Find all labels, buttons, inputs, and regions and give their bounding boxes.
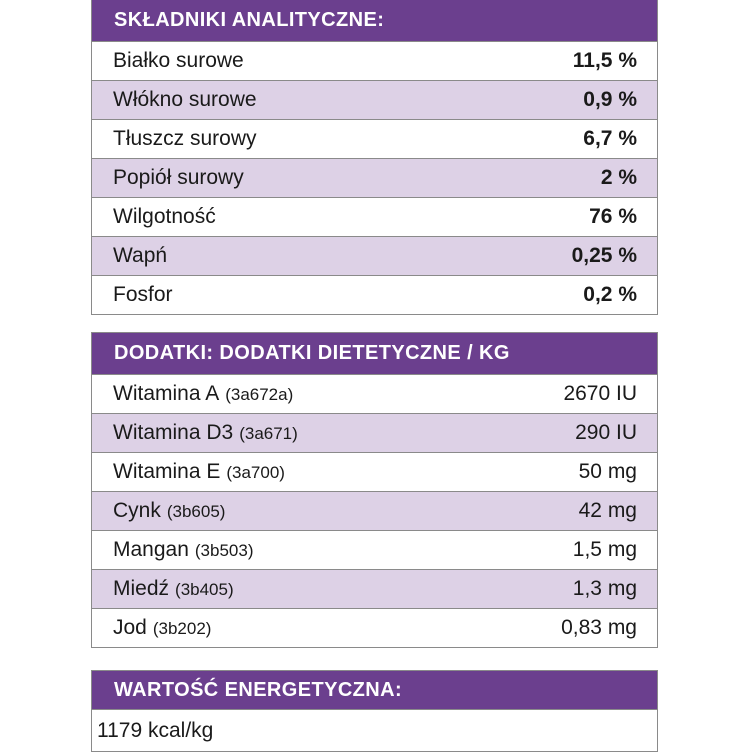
row-value: 11,5 %: [572, 49, 637, 72]
additive-code: (3a700): [226, 463, 285, 482]
row-label: Wapń: [113, 244, 168, 267]
energy-value-table: [91, 670, 658, 752]
additive-code: (3b405): [175, 580, 234, 599]
energy-header: WARTOŚĆ ENERGETYCZNA:: [92, 671, 657, 709]
table-row: [92, 80, 657, 119]
table-row: [92, 374, 657, 413]
row-value: 0,9 %: [583, 88, 637, 111]
row-value: 2670 IU: [563, 382, 637, 405]
row-value: 1,5 mg: [572, 538, 637, 561]
table-row: [92, 275, 657, 314]
row-label: Włókno surowe: [113, 88, 257, 111]
table-row: [92, 197, 657, 236]
row-value: 76 %: [589, 205, 637, 228]
table-row: [92, 491, 657, 530]
table-row: [92, 608, 657, 647]
row-value: 2 %: [600, 166, 637, 189]
row-label: [113, 421, 298, 445]
row-value: 0,2 %: [583, 283, 637, 306]
row-value: 0,83 mg: [561, 616, 637, 639]
additive-code: (3b202): [152, 619, 212, 638]
table-row: [92, 41, 657, 80]
energy-value: 1179 kcal/kg: [97, 718, 214, 742]
analytical-constituents-table: [91, 0, 658, 315]
additive-code: (3a672a): [225, 385, 294, 404]
row-label: [113, 538, 254, 562]
table-row: [92, 236, 657, 275]
row-label: Tłuszcz surowy: [113, 127, 257, 150]
row-label: [113, 577, 234, 601]
row-label: Fosfor: [113, 283, 173, 306]
row-value: 42 mg: [578, 499, 637, 522]
table-row: [92, 569, 657, 608]
row-value: 0,25 %: [571, 244, 637, 267]
row-label: Popiół surowy: [113, 166, 244, 189]
additive-name: Cynk: [113, 499, 161, 522]
row-label: Wilgotność: [113, 205, 216, 228]
table-row: [92, 413, 657, 452]
additive-code: (3b605): [166, 502, 226, 521]
additives-table: [91, 332, 658, 648]
additive-name: Witamina E: [113, 460, 221, 483]
additives-header: DODATKI: DODATKI DIETETYCZNE / KG: [92, 333, 657, 374]
table-row: [92, 119, 657, 158]
row-value: 290 IU: [575, 421, 637, 444]
additive-name: Jod: [113, 616, 147, 639]
additive-name: Mangan: [113, 538, 189, 561]
additive-code: (3a671): [239, 424, 298, 443]
row-label: [113, 616, 211, 640]
row-label: [113, 460, 285, 484]
analytical-header: SKŁADNIKI ANALITYCZNE:: [92, 0, 657, 41]
row-value: 6,7 %: [583, 127, 637, 150]
table-row: [92, 452, 657, 491]
row-label: [113, 499, 225, 523]
row-value: 1,3 mg: [572, 577, 637, 600]
table-row: [92, 709, 657, 751]
table-row: [92, 158, 657, 197]
row-label: [113, 382, 293, 406]
row-label: Białko surowe: [113, 49, 244, 72]
row-value: 50 mg: [578, 460, 637, 483]
additive-name: Witamina D3: [113, 421, 234, 444]
additive-name: Witamina A: [113, 382, 220, 405]
table-row: [92, 530, 657, 569]
additive-code: (3b503): [194, 541, 254, 560]
additive-name: Miedź: [113, 577, 170, 600]
